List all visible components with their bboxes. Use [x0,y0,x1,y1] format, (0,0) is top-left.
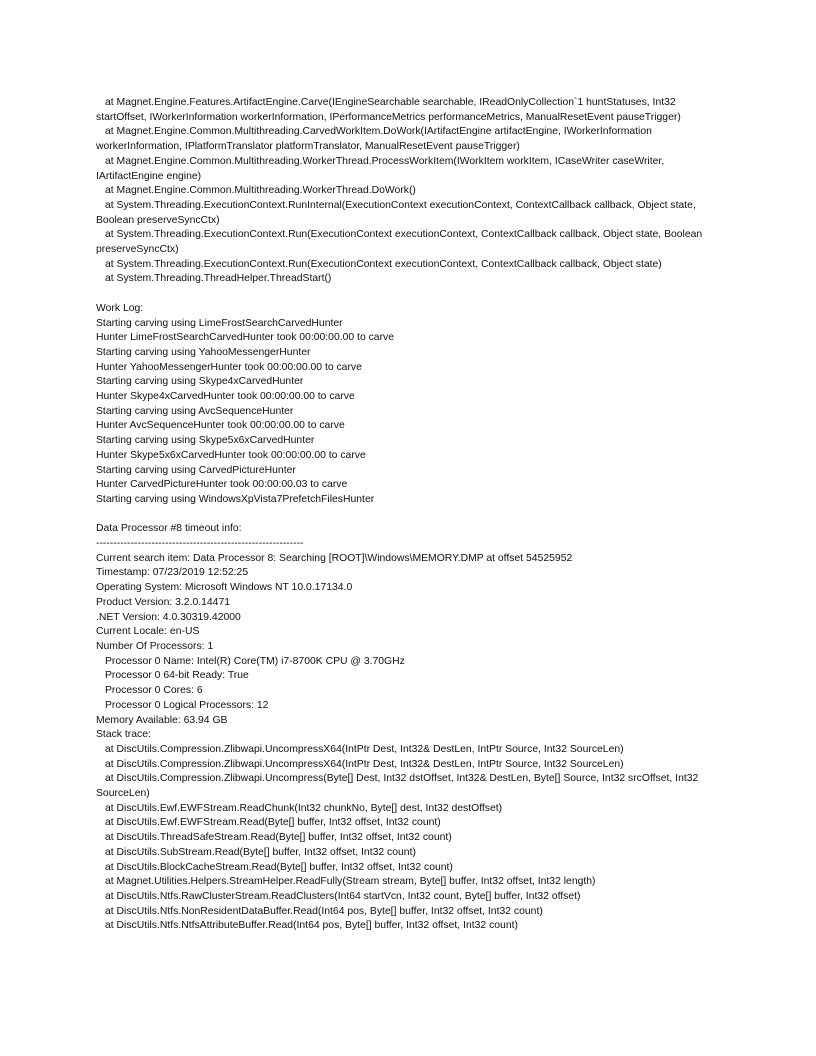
stack-frame: at Magnet.Engine.Common.Multithreading.WorkerThread.DoWork() [105,185,416,197]
work-log-entry: Hunter Skype5x6xCarvedHunter took 00:00:00.00 to carve [96,449,366,461]
stack-frame: at System.Threading.ExecutionContext.RunInternal(ExecutionContext executionContext, ContextCallback callback, Object state, Boolean preserveSyncCtx) [96,199,696,226]
stack-frame: at DiscUtils.SubStream.Read(Byte[] buffer, Int32 offset, Int32 count) [105,846,416,858]
processor-detail: Processor 0 64-bit Ready: True [105,670,249,682]
stack-frame: at Magnet.Utilities.Helpers.StreamHelper.ReadFully(Stream stream, Byte[] buffer, Int32 offset, Int32 length) [105,876,596,888]
stack-frame: at System.Threading.ExecutionContext.Run(ExecutionContext executionContext, ContextCallback callback, Object state, Boolean preserveSyncCtx) [96,229,703,256]
stack-frame: at DiscUtils.Ewf.EWFStream.ReadChunk(Int32 chunkNo, Byte[] dest, Int32 destOffset) [105,802,503,814]
stack-frame: at DiscUtils.Compression.Zlibwapi.Uncompress(Byte[] Dest, Int32 dstOffset, Int32& DestLen, Byte[] Source, Int32 srcOffset, Int32 SourceLen) [96,773,699,800]
work-log-entry: Hunter CarvedPictureHunter took 00:00:00.03 to carve [96,479,348,491]
stack-frame: at DiscUtils.BlockCacheStream.Read(Byte[] buffer, Int32 offset, Int32 count) [105,861,453,873]
work-log-entry: Starting carving using WindowsXpVista7PrefetchFilesHunter [96,493,375,505]
stack-frame: at DiscUtils.Compression.Zlibwapi.UncompressX64(IntPtr Dest, Int32& DestLen, IntPtr Source, Int32 SourceLen) [105,743,624,755]
stack-frame: at Magnet.Engine.Common.Multithreading.WorkerThread.ProcessWorkItem(IWorkItem workItem, ICaseWriter caseWriter, IArtifactEngine engine) [96,155,665,182]
work-log-entry: Starting carving using Skype5x6xCarvedHunter [96,435,315,447]
work-log-entry: Starting carving using AvcSequenceHunter [96,405,294,417]
work-log-entry: Hunter LimeFrostSearchCarvedHunter took 00:00:00.00 to carve [96,332,395,344]
stack-frame: at DiscUtils.Compression.Zlibwapi.UncompressX64(IntPtr Dest, Int32& DestLen, IntPtr Source, Int32 SourceLen) [105,758,624,770]
timeout-info-section [96,522,720,934]
stack-frame: at Magnet.Engine.Common.Multithreading.CarvedWorkItem.DoWork(IArtifactEngine artifactEngine, IWorkerInformation workerInformation, IPlatformTranslator platformTranslator, ManualResetEvent pauseTrigger) [96,126,652,153]
work-log-entry: Hunter AvcSequenceHunter took 00:00:00.00 to carve [96,420,345,432]
processor-detail: Processor 0 Cores: 6 [105,685,203,697]
work-log-heading: Work Log: [96,302,144,314]
stack-frame: at DiscUtils.Ewf.EWFStream.Read(Byte[] buffer, Int32 offset, Int32 count) [105,817,441,829]
log-text-body [96,96,720,934]
work-log-entry: Hunter Skype4xCarvedHunter took 00:00:00.00 to carve [96,391,355,403]
stack-frame: at System.Threading.ThreadHelper.ThreadStart() [105,273,332,285]
work-log-section [96,302,720,508]
number-of-processors: Number Of Processors: 1 [96,640,214,652]
blank-line [96,287,720,302]
product-version: Product Version: 3.2.0.14471 [96,596,231,608]
stack-frame: at DiscUtils.Ntfs.NonResidentDataBuffer.Read(Int64 pos, Byte[] buffer, Int32 offset, Int32 count) [105,905,543,917]
processor-detail: Processor 0 Logical Processors: 12 [105,699,269,711]
timeout-info-heading: Data Processor #8 timeout info: [96,523,242,535]
work-log-entry: Starting carving using LimeFrostSearchCarvedHunter [96,317,343,329]
stack-trace-heading: Stack trace: [96,729,151,741]
work-log-entry: Starting carving using Skype4xCarvedHunter [96,376,304,388]
work-log-entry: Starting carving using CarvedPictureHunter [96,464,296,476]
net-version: .NET Version: 4.0.30319.42000 [96,611,241,623]
stack-frame: at DiscUtils.Ntfs.NtfsAttributeBuffer.Read(Int64 pos, Byte[] buffer, Int32 offset, Int32 count) [105,920,518,932]
blank-line [96,508,720,523]
separator-line: ------------------------------------------------------------ [96,538,304,550]
timestamp: Timestamp: 07/23/2019 12:52:25 [96,567,249,579]
processor-detail: Processor 0 Name: Intel(R) Core(TM) i7-8700K CPU @ 3.70GHz [105,655,405,667]
work-log-entry: Hunter YahooMessengerHunter took 00:00:00.00 to carve [96,361,362,373]
stack-frame: at System.Threading.ExecutionContext.Run(ExecutionContext executionContext, ContextCallback callback, Object state) [105,258,662,270]
current-search-item: Current search item: Data Processor 8: Searching [ROOT]\Windows\MEMORY.DMP at offset 54525952 [96,552,573,564]
stack-frame: at DiscUtils.Ntfs.RawClusterStream.ReadClusters(Int64 startVcn, Int32 count, Byte[] buffer, Int32 offset) [105,890,581,902]
work-log-entry: Starting carving using YahooMessengerHunter [96,346,311,358]
current-locale: Current Locale: en-US [96,626,200,638]
stack-frame: at Magnet.Engine.Features.ArtifactEngine.Carve(IEngineSearchable searchable, IReadOnlyCollection`1 huntStatuses, Int32 startOffset, IWorkerInformation workerInformation, IPerformanceMetrics performanceMetrics, ManualResetEvent pauseTrigger) [96,97,681,123]
memory-available: Memory Available: 63.94 GB [96,714,228,726]
stack-frame: at DiscUtils.ThreadSafeStream.Read(Byte[] buffer, Int32 offset, Int32 count) [105,832,452,844]
top-stack-trace [96,96,720,287]
operating-system: Operating System: Microsoft Windows NT 10.0.17134.0 [96,582,353,594]
